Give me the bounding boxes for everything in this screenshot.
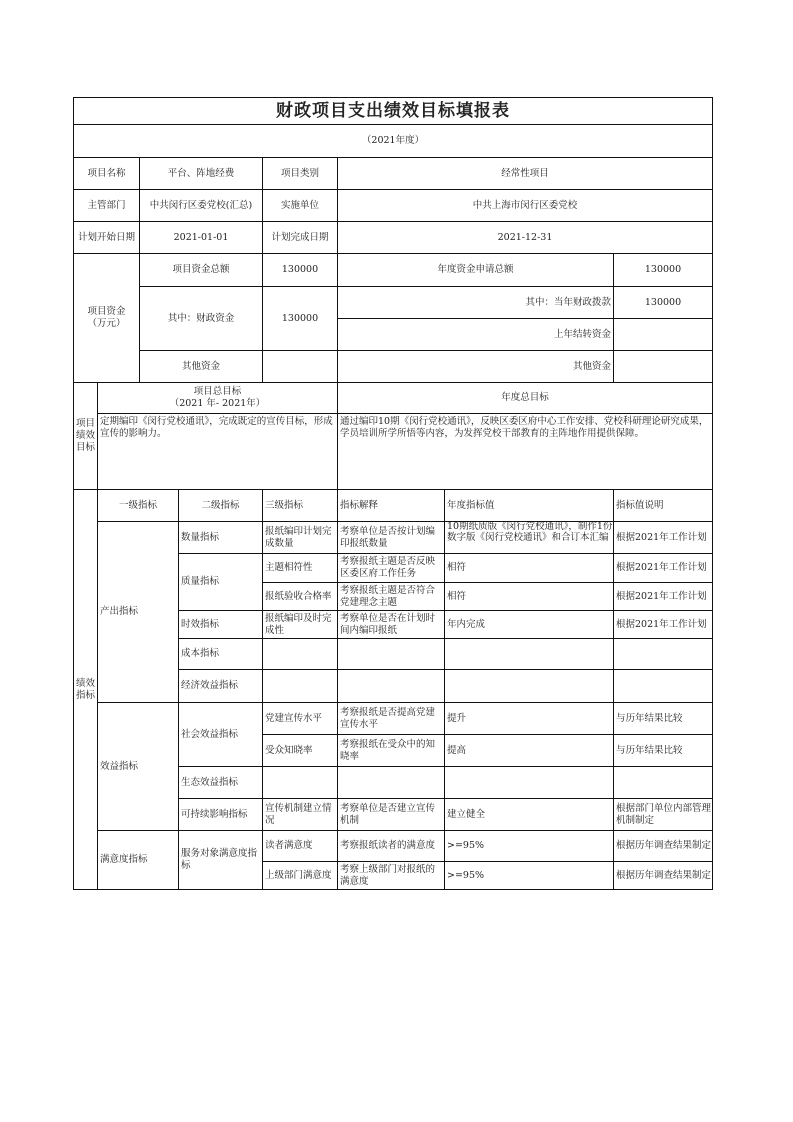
goals-annual-text: 通过编印10期《闵行党校通讯》，反映区委区府中心工作安排、党校科研理论研究成果，学员培训所学所悟等内容，为发挥党校干部教育的主阵地作用提供保障。 <box>337 413 713 490</box>
header-explain: 指标解释 <box>337 489 445 522</box>
funds-other2-value <box>613 350 713 383</box>
level2-cost: 成本指标 <box>178 638 263 670</box>
header-level1: 一级指标 <box>97 489 179 522</box>
level3-cell: 读者满意度 <box>262 830 338 862</box>
project-name-value: 平台、阵地经费 <box>139 157 263 190</box>
level3-cell: 受众知晓率 <box>262 734 338 767</box>
year-label: （2021年度） <box>73 124 713 158</box>
explain-cell: 考察报纸主题是否符合党建理念主题 <box>337 582 445 611</box>
unit-label: 实施单位 <box>262 189 338 222</box>
level3-cell <box>262 766 338 799</box>
project-type-label: 项目类别 <box>262 157 338 190</box>
note-cell: 根据部门单位内部管理机制制定 <box>613 798 713 831</box>
note-cell <box>613 766 713 799</box>
level3-cell: 主题相符性 <box>262 553 338 583</box>
indicators-label: 绩效指标 <box>73 489 98 890</box>
explain-cell: 考察报纸读者的满意度 <box>337 830 445 862</box>
funds-other-label: 其他资金 <box>139 350 263 383</box>
end-date-label: 计划完成日期 <box>262 221 338 254</box>
level3-cell: 党建宣传水平 <box>262 702 338 735</box>
funds-annual-label: 年度资金申请总额 <box>337 253 614 287</box>
level2-sustainable: 可持续影响指标 <box>178 798 263 831</box>
goals-overall-text: 定期编印《闵行党校通讯》，完成既定的宣传目标，形成宣传的影响力。 <box>97 413 338 490</box>
goals-overall-period: （2021 年- 2021年） <box>169 398 266 409</box>
note-cell: 根据2021年工作计划 <box>613 553 713 583</box>
project-type-value: 经常性项目 <box>337 157 713 190</box>
value-cell: 相符 <box>444 582 614 611</box>
note-cell <box>613 638 713 670</box>
note-cell: 根据2021年工作计划 <box>613 582 713 611</box>
explain-cell <box>337 766 445 799</box>
header-note: 指标值说明 <box>613 489 713 522</box>
header-value: 年度指标值 <box>444 489 614 522</box>
funds-total-value: 130000 <box>262 253 338 287</box>
level3-cell: 报纸验收合格率 <box>262 582 338 611</box>
page-title: 财政项目支出绩效目标填报表 <box>73 97 713 125</box>
goals-annual-label: 年度总目标 <box>337 382 713 414</box>
explain-cell: 考察单位是否建立宣传机制 <box>337 798 445 831</box>
level3-cell: 报纸编印及时完成性 <box>262 610 338 639</box>
funds-other-value <box>262 350 338 383</box>
level3-cell <box>262 669 338 703</box>
explain-cell: 考察单位是否按计划编印报纸数量 <box>337 521 445 554</box>
dept-label: 主管部门 <box>73 189 140 222</box>
level2-quantity: 数量指标 <box>178 521 263 554</box>
level3-cell: 宣传机制建立情况 <box>262 798 338 831</box>
header-level2: 二级指标 <box>178 489 263 522</box>
value-cell: 年内完成 <box>444 610 614 639</box>
level2-quality: 质量指标 <box>178 553 263 611</box>
project-name-label: 项目名称 <box>73 157 140 190</box>
note-cell: 与历年结果比较 <box>613 702 713 735</box>
funds-fiscal-value: 130000 <box>262 286 338 351</box>
unit-value: 中共上海市闵行区委党校 <box>337 189 713 222</box>
note-cell: 根据历年调查结果制定 <box>613 861 713 890</box>
level2-economic: 经济效益指标 <box>178 669 263 703</box>
dept-value: 中共闵行区委党校(汇总) <box>139 189 263 222</box>
note-cell: 根据2021年工作计划 <box>613 521 713 554</box>
goals-overall-label: 项目总目标 <box>193 386 242 397</box>
level2-service-satisfaction: 服务对象满意度指标 <box>178 830 263 890</box>
funds-carryover-value <box>613 318 713 351</box>
explain-cell: 考察上级部门对报纸的满意度 <box>337 861 445 890</box>
note-cell <box>613 669 713 703</box>
funds-other2-label: 其他资金 <box>337 350 614 383</box>
level3-cell <box>262 638 338 670</box>
value-cell: 提升 <box>444 702 614 735</box>
explain-cell: 考察报纸主题是否反映区委区府工作任务 <box>337 553 445 583</box>
level3-cell: 上级部门满意度 <box>262 861 338 890</box>
value-cell <box>444 766 614 799</box>
explain-cell: 考察报纸是否提高党建宣传水平 <box>337 702 445 735</box>
level1-benefit: 效益指标 <box>97 702 179 831</box>
note-cell: 与历年结果比较 <box>613 734 713 767</box>
level1-satisfaction: 满意度指标 <box>97 830 179 890</box>
start-date-label: 计划开始日期 <box>73 221 140 254</box>
end-date-value: 2021-12-31 <box>337 221 713 254</box>
level2-timeliness: 时效指标 <box>178 610 263 639</box>
value-cell: 10期纸质版《闵行党校通讯》，制作1份数字版《闵行党校通讯》和合订本汇编 <box>444 521 614 554</box>
funds-annual-value: 130000 <box>613 253 713 287</box>
level2-ecological: 生态效益指标 <box>178 766 263 799</box>
funds-label: 项目资金（万元） <box>73 253 140 383</box>
note-cell: 根据历年调查结果制定 <box>613 830 713 862</box>
level2-social: 社会效益指标 <box>178 702 263 767</box>
value-cell: >=95% <box>444 861 614 890</box>
funds-total-label: 项目资金总额 <box>139 253 263 287</box>
funds-carryover-label: 上年结转资金 <box>337 318 614 351</box>
explain-cell: 考察单位是否在计划时间内编印报纸 <box>337 610 445 639</box>
level3-cell: 报纸编印计划完成数量 <box>262 521 338 554</box>
value-cell <box>444 669 614 703</box>
value-cell: 相符 <box>444 553 614 583</box>
explain-cell <box>337 669 445 703</box>
explain-cell <box>337 638 445 670</box>
goals-overall-header <box>97 382 338 414</box>
explain-cell: 考察报纸在受众中的知晓率 <box>337 734 445 767</box>
note-cell: 根据2021年工作计划 <box>613 610 713 639</box>
funds-current-label: 其中：当年财政拨款 <box>337 286 614 319</box>
header-level3: 三级指标 <box>262 489 338 522</box>
funds-current-value: 130000 <box>613 286 713 319</box>
level1-output: 产出指标 <box>97 521 179 703</box>
value-cell: 提高 <box>444 734 614 767</box>
goals-label: 项目绩效目标 <box>73 382 98 490</box>
value-cell: >=95% <box>444 830 614 862</box>
value-cell <box>444 638 614 670</box>
value-cell: 建立健全 <box>444 798 614 831</box>
funds-fiscal-label: 其中：财政资金 <box>139 286 263 351</box>
start-date-value: 2021-01-01 <box>139 221 263 254</box>
